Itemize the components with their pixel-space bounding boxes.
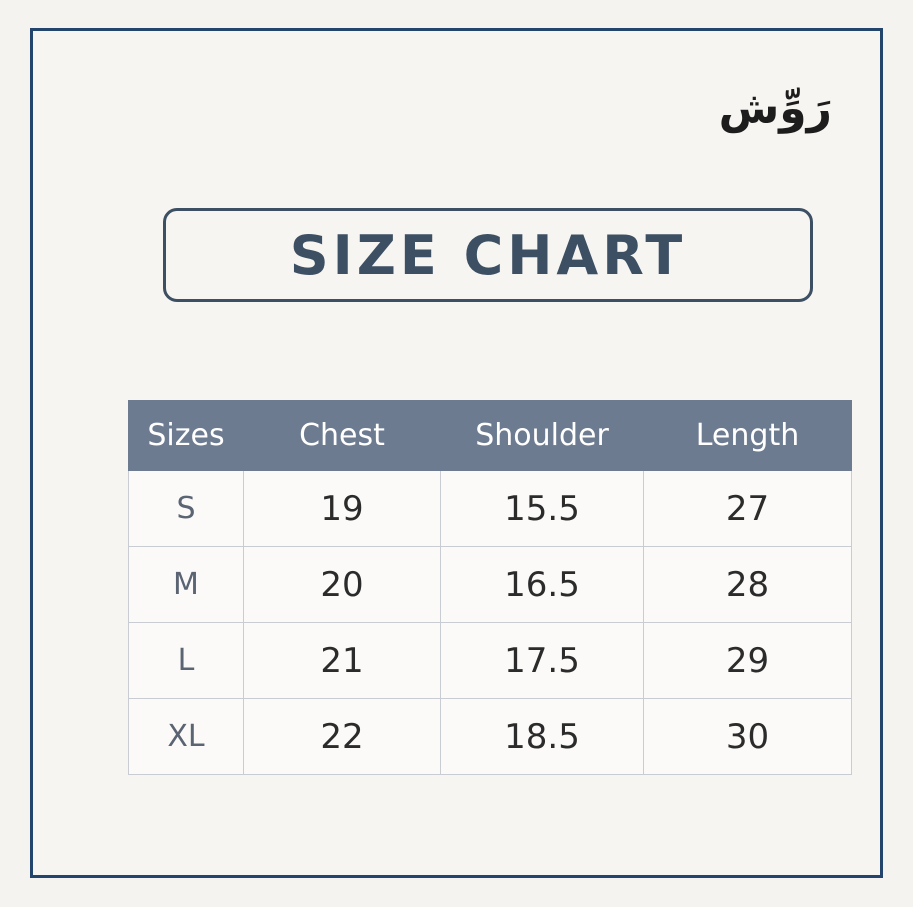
cell-length: 28 — [644, 547, 852, 623]
column-header-sizes: Sizes — [129, 401, 244, 471]
cell-size: XL — [129, 699, 244, 775]
size-table-wrapper — [128, 400, 851, 775]
cell-length: 30 — [644, 699, 852, 775]
title-box — [163, 208, 813, 302]
page-title: SIZE CHART — [289, 223, 687, 287]
cell-size: S — [129, 471, 244, 547]
table-header-row — [129, 401, 852, 471]
column-header-shoulder: Shoulder — [441, 401, 644, 471]
outer-border-frame — [30, 28, 883, 878]
table-row — [129, 547, 852, 623]
cell-shoulder: 18.5 — [441, 699, 644, 775]
cell-chest: 19 — [244, 471, 441, 547]
cell-shoulder: 17.5 — [441, 623, 644, 699]
cell-chest: 20 — [244, 547, 441, 623]
cell-size: L — [129, 623, 244, 699]
cell-shoulder: 16.5 — [441, 547, 644, 623]
table-row — [129, 623, 852, 699]
cell-chest: 22 — [244, 699, 441, 775]
cell-length: 29 — [644, 623, 852, 699]
table-row — [129, 471, 852, 547]
table-row — [129, 699, 852, 775]
size-chart-table — [128, 400, 852, 775]
cell-length: 27 — [644, 471, 852, 547]
column-header-length: Length — [644, 401, 852, 471]
column-header-chest: Chest — [244, 401, 441, 471]
brand-logo-text: رَوِّش — [718, 83, 832, 134]
cell-size: M — [129, 547, 244, 623]
cell-chest: 21 — [244, 623, 441, 699]
cell-shoulder: 15.5 — [441, 471, 644, 547]
